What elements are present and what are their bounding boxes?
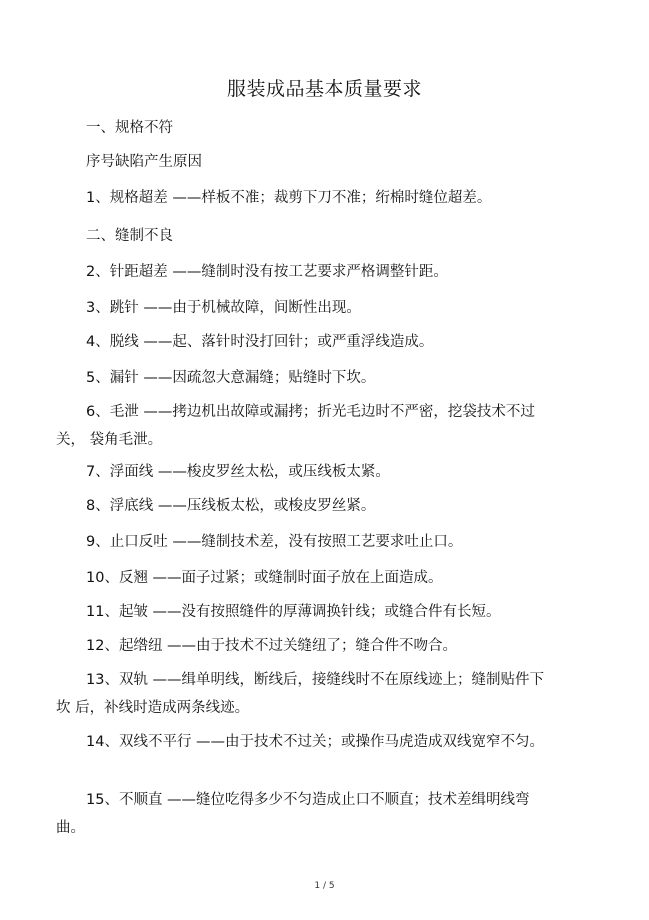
list-item-6: 6、毛泄 ——拷边机出故障或漏拷；折光毛边时不严密，挖袋技术不过关， 袋角毛泄。 — [56, 404, 535, 448]
list-item-4: 4、脱线 ——起、落针时没打回针；或严重浮线造成。 — [86, 334, 434, 350]
section-heading-1: 一、规格不符 — [86, 120, 173, 136]
list-item-14: 14、双线不平行 ——由于技术不过关；或操作马虎造成双线宽窄不匀。 — [86, 734, 545, 750]
document-title: 服装成品基本质量要求 — [226, 78, 422, 100]
list-item-11: 11、起皱 ——没有按照缝件的厚薄调换针线；或缝合件有长短。 — [86, 604, 501, 620]
list-item-5: 5、漏针 ——因疏忽大意漏缝；贴缝时下坎。 — [86, 370, 376, 386]
list-item-8: 8、浮底线 ——压线板太松，或梭皮罗丝紧。 — [86, 498, 376, 514]
list-item-1: 1、规格超差 ——样板不准；裁剪下刀不准；绗棉时缝位超差。 — [86, 190, 492, 206]
list-item-12: 12、起绺纽 ——由于技术不过关缝纽了；缝合件不吻合。 — [86, 638, 458, 654]
list-item-2: 2、针距超差 ——缝制时没有按工艺要求严格调整针距。 — [86, 264, 448, 280]
list-item-3: 3、跳针 ——由于机械故障，间断性出现。 — [86, 300, 361, 316]
list-item-15: 15、不顺直 ——缝位吃得多少不匀造成止口不顺直；技术差缉明线弯曲。 — [56, 792, 530, 836]
list-item-7: 7、浮面线 ——梭皮罗丝太松，或压线板太紧。 — [86, 464, 390, 480]
list-item-13: 13、双轨 ——缉单明线，断线后，接缝线时不在原线迹上；缝制贴件下坎 后，补线时造成两条线迹。 — [56, 672, 545, 716]
table-header: 序号缺陷产生原因 — [86, 154, 202, 170]
list-item-10: 10、反翘 ——面子过紧；或缝制时面子放在上面造成。 — [86, 570, 443, 586]
page-number: 1 / 5 — [314, 881, 335, 891]
section-heading-2: 二、缝制不良 — [86, 228, 173, 244]
list-item-9: 9、止口反吐 ——缝制技术差，没有按照工艺要求吐止口。 — [86, 534, 463, 550]
